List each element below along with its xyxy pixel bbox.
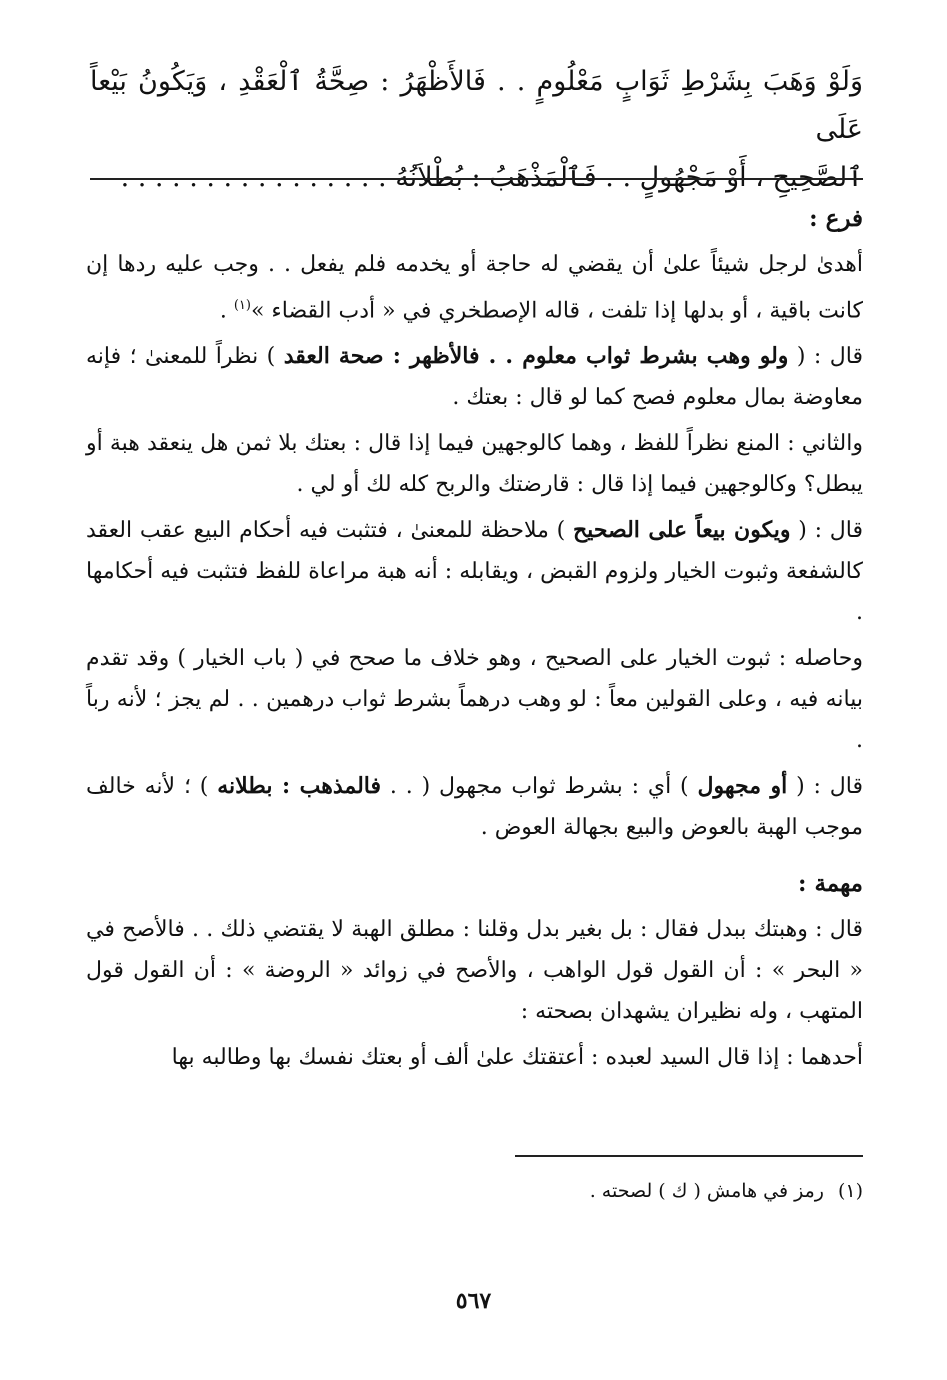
footnote-text: رمز في هامش ( ك ) لصحته .	[589, 1180, 824, 1202]
quoted-matn: ويكون بيعاً على الصحيح	[572, 517, 791, 544]
quoted-matn: ولو وهب بشرط ثواب معلوم . . فالأظهر : صحة العقد	[283, 343, 789, 370]
paragraph-3	[86, 510, 863, 633]
main-text-line: وَلَوْ وَهَبَ بِشَرْطِ ثَوَابٍ مَعْلُومٍ . . فَالأَظْهَرُ : صِحَّةُ ٱلْعَقْدِ ، وَيَكُونُ بَيْعاً عَلَى	[90, 66, 863, 145]
paragraph-5	[86, 766, 863, 848]
paragraph-text: أهدىٰ لرجل شيئاً علىٰ أن يقضي له حاجة أو يخدمه فلم يفعل . . وجب عليه ردها إن كانت باقية ، أو بدلها إذا تلفت ، قاله الإصطخري في « أدب القضاء »	[86, 252, 863, 324]
main-text-block	[90, 58, 863, 202]
section-heading-far: فرع :	[809, 205, 863, 232]
text-span: قال : (	[787, 774, 863, 800]
text-span: قال : (	[790, 518, 863, 544]
section-heading-muhimma: مهمة :	[797, 870, 863, 898]
quoted-matn: فالمذهب : بطلانه	[217, 773, 382, 800]
paragraph-muhimma-2: أحدهما : إذا قال السيد لعبده : أعتقتك علىٰ ألف أو بعتك نفسك بها وطالبه بها	[171, 1045, 863, 1071]
text-span: ) أي : بشرط ثواب مجهول ( . .	[381, 774, 698, 800]
paragraph-end: .	[219, 298, 234, 324]
text-span: قال : (	[788, 344, 863, 370]
paragraph-far	[86, 244, 863, 331]
footnote-reference: (١)	[233, 298, 251, 313]
commentary-body	[86, 198, 863, 1083]
page-number: ٥٦٧	[455, 1288, 492, 1314]
text-span: ) ملاحظة للمعنىٰ ، فتثبت فيه أحكام البيع عقب العقد كالشفعة وثبوت الخيار ولزوم القبض ، ويقابله : أنه هبة مراعاة للفظ فتثبت فيه أحكامها .	[86, 518, 863, 626]
footnote	[90, 1176, 863, 1206]
paragraph-1	[86, 336, 863, 418]
separator-rule	[90, 178, 863, 180]
quoted-matn: أو مجهول	[697, 773, 788, 800]
text-span: ) نظراً للمعنىٰ ؛ فإنه معاوضة بمال معلوم فصح كما لو قال : بعتك .	[86, 344, 863, 411]
paragraph-4: وحاصله : ثبوت الخيار على الصحيح ، وهو خلاف ما صحح في ( باب الخيار ) وقد تقدم بيانه فيه ، وعلى القولين معاً : لو وهب درهماً بشرط ثواب درهمين . . لم يجز ؛ لأنه رباً .	[86, 646, 863, 754]
footnote-number: (١)	[837, 1180, 863, 1202]
paragraph-muhimma-1: قال : وهبتك ببدل فقال : بل بغير بدل وقلنا : مطلق الهبة لا يقتضي ذلك . . فالأصح في « البحر » : أن القول قول الواهب ، والأصح في زوائد « الروضة » : أن القول قول المتهب ، وله نظيران يشهدان بصحته :	[86, 917, 863, 1025]
text-span: ) ؛ لأنه خالف موجب الهبة بالعوض والبيع بجهالة العوض .	[86, 774, 863, 841]
footnote-separator	[515, 1155, 863, 1157]
main-text-line: ٱلصَّحِيحِ ، أَوْ مَجْهُولٍ . . فَٱلْمَذْهَبُ : بُطْلاَنُهُ . . . . . . . . . . . . . . . .	[120, 162, 863, 193]
paragraph-2: والثاني : المنع نظراً للفظ ، وهما كالوجهين فيما إذا قال : بعتك بلا ثمن هل ينعقد هبة أو يبطل؟ وكالوجهين فيما إذا قال : قارضتك والربح كله لك أو لي .	[86, 431, 863, 498]
